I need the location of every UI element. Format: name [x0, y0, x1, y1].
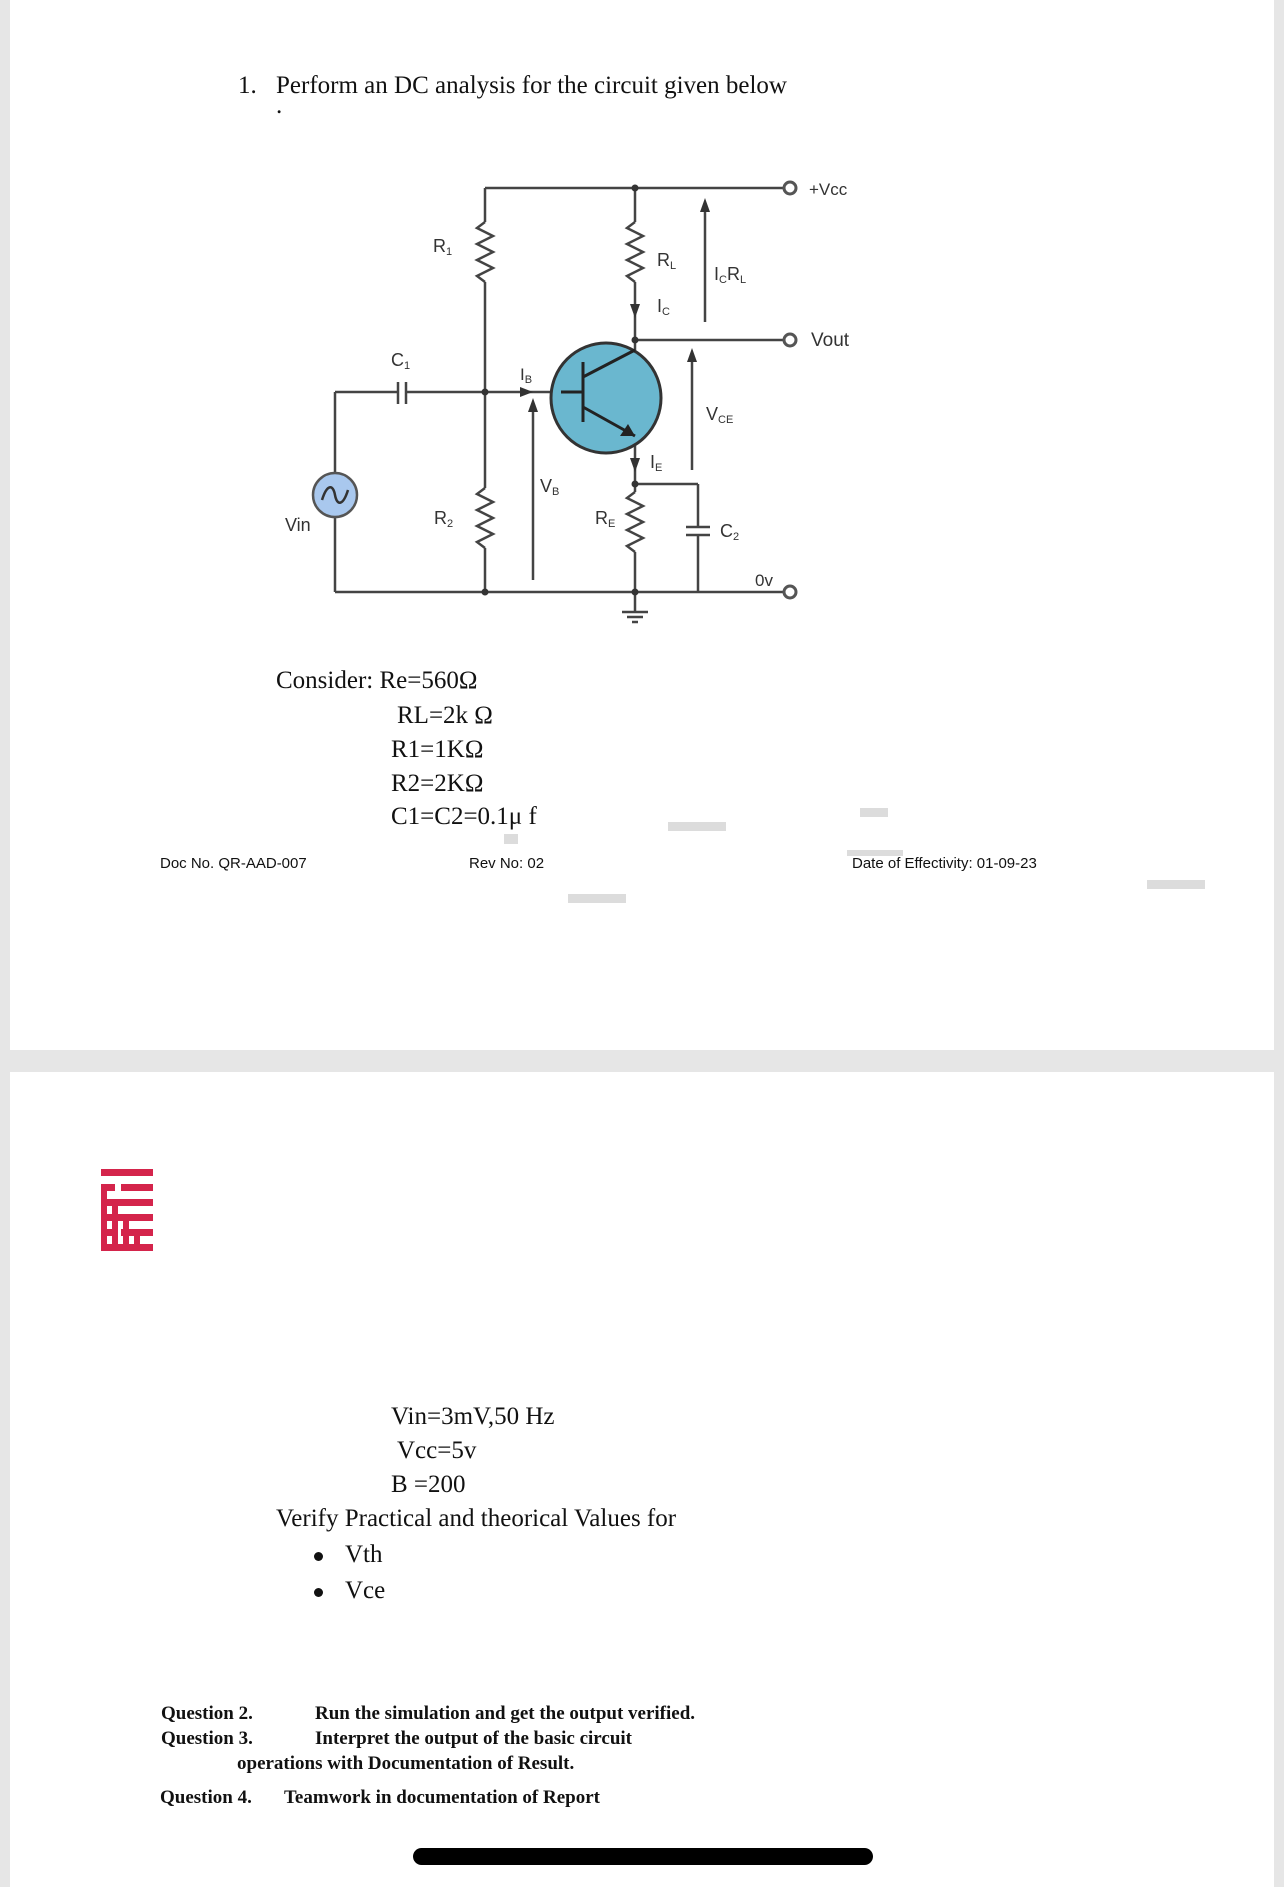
label-ib: IB — [520, 365, 533, 386]
icrl-arrow-head — [700, 198, 710, 212]
consider-value-rl: RL=2k Ω — [397, 702, 493, 729]
param-vin: Vin=3mV,50 Hz — [391, 1403, 555, 1430]
consider-value-c: C1=C2=0.1μ f — [391, 803, 537, 830]
footer-date: Date of Effectivity: 01-09-23 — [852, 855, 1037, 872]
vce-arrow-head — [687, 348, 697, 362]
ic-arrow-head — [630, 304, 640, 318]
bullet-item-vth: Vth — [314, 1541, 383, 1569]
ie-arrow-head — [630, 458, 640, 472]
bjt-amplifier-circuit-diagram — [0, 0, 1284, 660]
artifact-bar — [668, 822, 726, 831]
label-vcc: +Vcc — [809, 180, 848, 199]
resistor-re — [627, 492, 643, 552]
question-2-text: Run the simulation and get the output verified. — [315, 1703, 696, 1724]
terminals — [784, 182, 796, 598]
vb-arrow-head — [528, 398, 538, 412]
label-c1: C1 — [391, 350, 411, 372]
resistor-r2 — [477, 488, 493, 548]
question-1-number: 1. — [238, 72, 257, 99]
param-vcc: Vcc=5v — [397, 1437, 477, 1464]
document-page-2 — [10, 1072, 1274, 1887]
vcc-terminal — [784, 182, 796, 194]
ov-terminal — [784, 586, 796, 598]
label-vout: Vout — [811, 330, 850, 351]
question-3-text: Interpret the output of the basic circuit — [315, 1728, 632, 1749]
transistor-body — [551, 343, 661, 453]
resistor-rl — [627, 222, 643, 282]
label-ov: 0v — [755, 571, 773, 590]
footer-doc-no: Doc No. QR-AAD-007 — [160, 855, 307, 872]
artifact-bar — [860, 808, 888, 817]
question-3-text-continued: operations with Documentation of Result. — [237, 1753, 575, 1774]
label-r2: R2 — [434, 508, 454, 530]
question-2-label: Question 2. — [161, 1703, 253, 1724]
consider-value-r2: R2=2KΩ — [391, 770, 484, 797]
question-4-text: Teamwork in documentation of Report — [284, 1787, 600, 1808]
consider-label: Consider: Re=560Ω — [276, 667, 478, 694]
ib-arrow-head — [520, 387, 533, 397]
bullet-item-vce: Vce — [314, 1577, 385, 1605]
consider-value-r1: R1=1KΩ — [391, 736, 484, 763]
artifact-bar — [1147, 880, 1205, 889]
label-vce: VCE — [706, 404, 734, 426]
label-re: RE — [595, 508, 616, 530]
bullet-icon — [314, 1588, 323, 1597]
label-ie: IE — [650, 452, 663, 474]
label-vb: VB — [540, 476, 560, 498]
resistor-r1 — [477, 222, 493, 282]
label-c2: C2 — [720, 521, 740, 543]
label-vin: Vin — [285, 515, 311, 535]
label-ic: IC — [657, 296, 670, 318]
bullet-icon — [314, 1552, 323, 1561]
question-3-label: Question 3. — [161, 1728, 253, 1749]
label-icrl: ICRL — [714, 264, 747, 286]
label-r1: R1 — [433, 236, 453, 258]
param-beta: B =200 — [391, 1471, 466, 1498]
verify-text: Verify Practical and theorical Values for — [276, 1505, 677, 1532]
question-4-label: Question 4. — [160, 1787, 252, 1808]
artifact-bar — [504, 834, 518, 844]
vout-terminal — [784, 334, 796, 346]
question-1-dot: . — [276, 92, 283, 119]
artifact-bar — [568, 894, 626, 903]
question-1-text: Perform an DC analysis for the circuit given below — [276, 72, 787, 99]
home-indicator[interactable] — [413, 1848, 873, 1865]
footer-rev-no: Rev No: 02 — [469, 855, 545, 872]
label-rl: RL — [657, 250, 677, 272]
